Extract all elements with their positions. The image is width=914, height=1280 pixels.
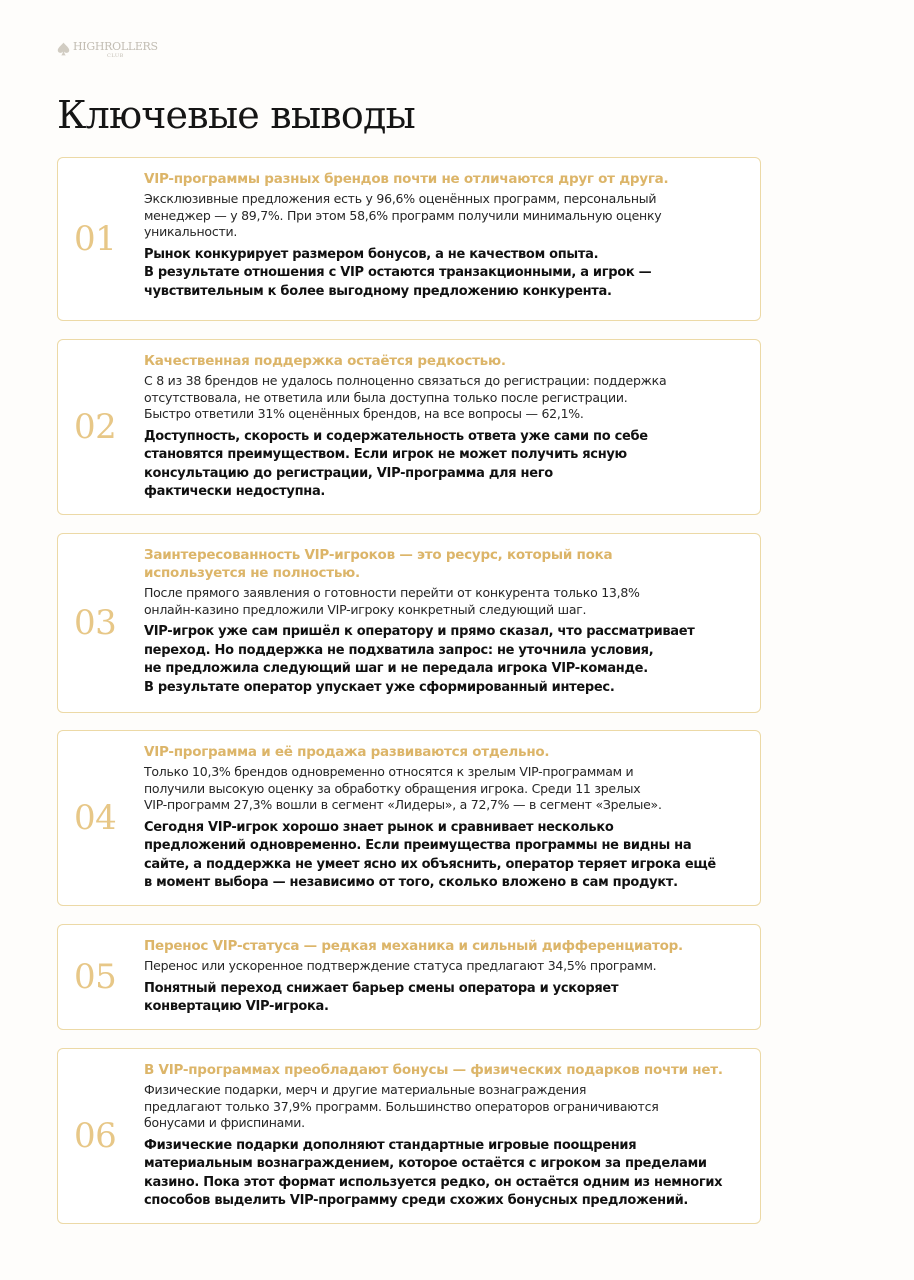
finding-description-line: Перенос или ускоренное подтверждение статуса предлагают 34,5% программ. bbox=[144, 958, 657, 973]
finding-conclusion-line: В результате отношения с VIP остаются транзакционными, а игрок — bbox=[144, 265, 652, 280]
finding-conclusion-line: чувствительным к более выгодному предложению конкурента. bbox=[144, 283, 612, 299]
finding-heading bbox=[144, 352, 748, 370]
finding-heading bbox=[144, 546, 748, 582]
finding-card bbox=[57, 730, 761, 906]
finding-conclusion-line: переход. Но поддержка не подхватила запрос: не уточнила условия, bbox=[144, 642, 654, 658]
brand-name: HIGHROLLERS bbox=[73, 40, 158, 53]
finding-body bbox=[144, 546, 748, 697]
finding-description-line: предлагают только 37,9% программ. Большинство операторов ограничиваются bbox=[144, 1098, 659, 1114]
finding-heading-line: используется не полностью. bbox=[144, 565, 360, 581]
finding-conclusion-line: консультацию до регистрации, VIP-программа для него bbox=[144, 465, 553, 481]
finding-description bbox=[144, 191, 748, 241]
finding-body bbox=[144, 743, 748, 893]
finding-conclusion-line: казино. Пока этот формат используется редко, он остаётся одним из немногих bbox=[144, 1174, 723, 1190]
finding-number: 03 bbox=[74, 603, 117, 643]
finding-conclusion-line: фактически недоступна. bbox=[144, 484, 326, 499]
finding-description-line: С 8 из 38 брендов не удалось полноценно связаться до регистрации: поддержка bbox=[144, 373, 667, 388]
finding-number: 06 bbox=[74, 1116, 117, 1156]
finding-heading bbox=[144, 743, 748, 761]
finding-conclusion-line: сайте, а поддержка не умеет ясно их объяснить, оператор теряет игрока ещё bbox=[144, 856, 716, 872]
finding-description bbox=[144, 585, 748, 618]
finding-heading-line: В VIP-программах преобладают бонусы — физических подарков почти нет. bbox=[144, 1062, 723, 1078]
finding-conclusion-line: Физические подарки дополняют стандартные игровые поощрения bbox=[144, 1137, 637, 1153]
finding-heading bbox=[144, 937, 748, 955]
finding-card bbox=[57, 533, 761, 713]
finding-conclusion-line: становятся преимуществом. Если игрок не может получить ясную bbox=[144, 447, 627, 462]
finding-conclusion-line: Доступность, скорость и содержательность ответа уже сами по себе bbox=[144, 428, 648, 444]
finding-number: 01 bbox=[74, 219, 117, 259]
finding-conclusion bbox=[144, 623, 748, 697]
finding-card bbox=[57, 1048, 761, 1224]
finding-conclusion-line: в момент выбора — независимо от того, сколько вложено в сам продукт. bbox=[144, 875, 678, 890]
finding-description-line: Быстро ответили 31% оценённых брендов, на все вопросы — 62,1%. bbox=[144, 406, 584, 421]
finding-description-line: VIP-программ 27,3% вошли в сегмент «Лидеры», а 72,7% — в сегмент «Зрелые». bbox=[144, 797, 662, 812]
finding-heading-line: Заинтересованность VIP-игроков — это ресурс, который пока bbox=[144, 547, 613, 563]
finding-card bbox=[57, 924, 761, 1030]
finding-conclusion-line: не предложила следующий шаг и не передала игрока VIP-команде. bbox=[144, 661, 648, 676]
finding-description-line: Физические подарки, мерч и другие материальные вознаграждения bbox=[144, 1082, 587, 1097]
finding-conclusion-line: конвертацию VIP-игрока. bbox=[144, 999, 329, 1014]
finding-conclusion-line: Сегодня VIP-игрок хорошо знает рынок и сравнивает несколько bbox=[144, 819, 614, 835]
finding-conclusion bbox=[144, 1137, 748, 1211]
finding-body bbox=[144, 1061, 748, 1211]
finding-heading-line: VIP-программа и её продажа развиваются отдельно. bbox=[144, 744, 550, 760]
finding-conclusion bbox=[144, 980, 748, 1017]
finding-heading-line: Качественная поддержка остаётся редкостью. bbox=[144, 353, 506, 369]
finding-description-line: отсутствовала, не ответила или была доступна только после регистрации. bbox=[144, 389, 628, 405]
finding-card bbox=[57, 339, 761, 515]
finding-description bbox=[144, 373, 748, 423]
finding-description bbox=[144, 764, 748, 814]
finding-body bbox=[144, 937, 748, 1017]
spade-icon bbox=[57, 42, 70, 56]
page-title: Ключевые выводы bbox=[57, 93, 415, 137]
finding-conclusion-line: способов выделить VIP-программу среди схожих бонусных предложений. bbox=[144, 1193, 689, 1208]
finding-description bbox=[144, 1082, 748, 1132]
finding-conclusion bbox=[144, 819, 748, 893]
finding-description-line: Эксклюзивные предложения есть у 96,6% оценённых программ, персональный bbox=[144, 191, 657, 206]
finding-body bbox=[144, 352, 748, 502]
brand-sub: CLUB bbox=[107, 53, 124, 59]
finding-conclusion-line: предложений одновременно. Если преимущества программы не видны на bbox=[144, 838, 692, 853]
finding-heading-line: VIP-программы разных брендов почти не отличаются друг от друга. bbox=[144, 171, 669, 187]
finding-conclusion-line: Понятный переход снижает барьер смены оператора и ускоряет bbox=[144, 980, 619, 996]
finding-description-line: уникальности. bbox=[144, 224, 238, 239]
brand-logo bbox=[57, 40, 158, 64]
finding-conclusion-line: Рынок конкурирует размером бонусов, а не качеством опыта. bbox=[144, 246, 599, 262]
finding-card bbox=[57, 157, 761, 321]
finding-number: 04 bbox=[74, 798, 117, 838]
finding-description-line: бонусами и фриспинами. bbox=[144, 1115, 305, 1130]
finding-body bbox=[144, 170, 748, 301]
finding-description-line: После прямого заявления о готовности перейти от конкурента только 13,8% bbox=[144, 585, 640, 600]
finding-description-line: менеджер — у 89,7%. При этом 58,6% программ получили минимальную оценку bbox=[144, 207, 662, 223]
finding-conclusion-line: VIP-игрок уже сам пришёл к оператору и прямо сказал, что рассматривает bbox=[144, 624, 695, 639]
finding-description-line: онлайн-казино предложили VIP-игроку конкретный следующий шаг. bbox=[144, 601, 587, 617]
finding-conclusion-line: В результате оператор упускает уже сформированный интерес. bbox=[144, 679, 615, 695]
finding-description-line: Только 10,3% брендов одновременно относятся к зрелым VIP-программам и bbox=[144, 764, 634, 779]
finding-number: 05 bbox=[74, 957, 117, 997]
finding-number: 02 bbox=[74, 407, 117, 447]
finding-conclusion bbox=[144, 428, 748, 502]
finding-heading bbox=[144, 170, 748, 188]
finding-description-line: получили высокую оценку за обработку обращения игрока. Среди 11 зрелых bbox=[144, 780, 641, 796]
finding-description bbox=[144, 958, 748, 975]
finding-conclusion-line: материальным вознаграждением, которое остаётся с игроком за пределами bbox=[144, 1156, 707, 1171]
finding-heading bbox=[144, 1061, 748, 1079]
finding-conclusion bbox=[144, 246, 748, 302]
finding-heading-line: Перенос VIP-статуса — редкая механика и сильный дифференциатор. bbox=[144, 938, 683, 954]
